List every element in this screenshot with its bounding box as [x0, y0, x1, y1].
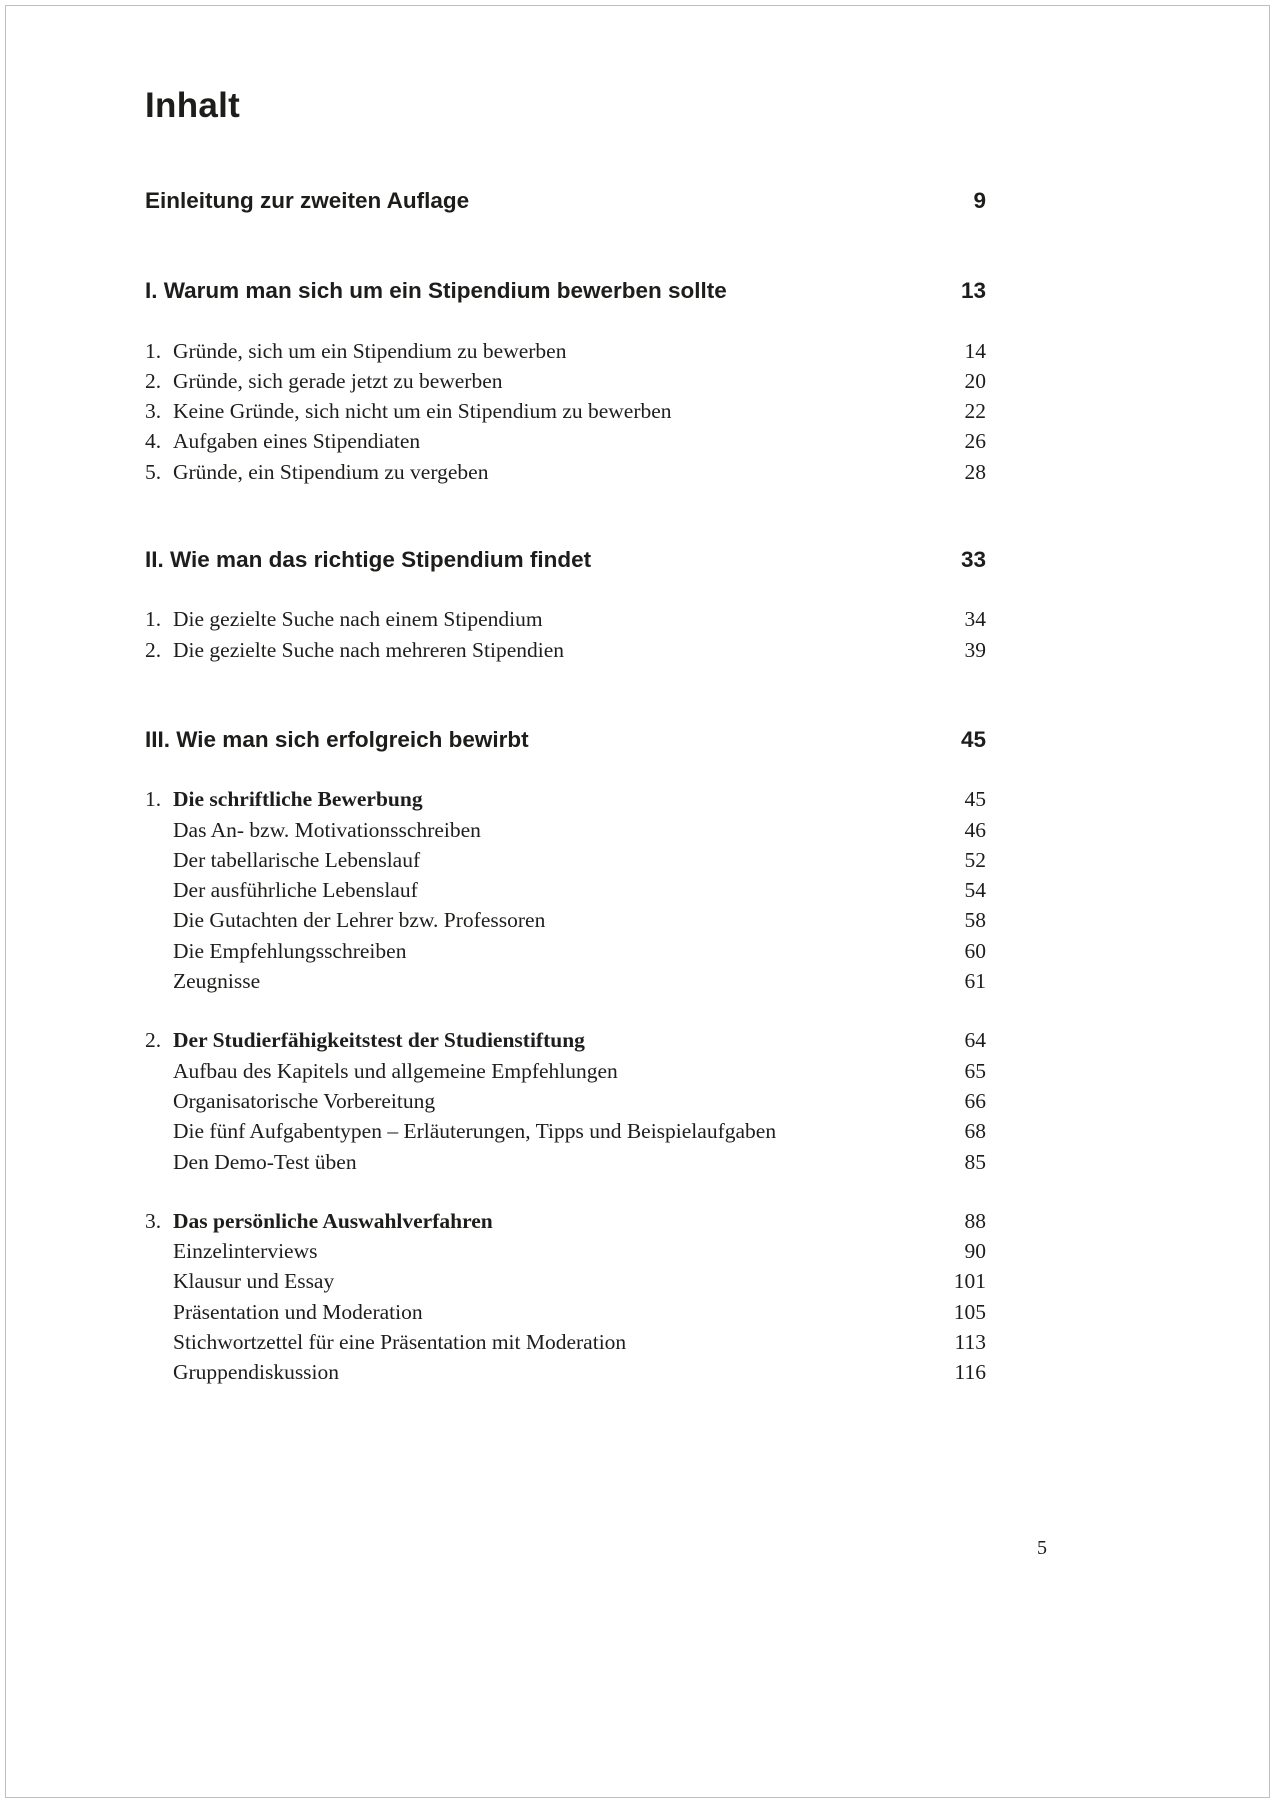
toc-subentry [145, 1266, 986, 1296]
toc-entry-label: Die schriftliche Bewerbung [173, 787, 423, 812]
toc-entry-page: 28 [964, 459, 986, 484]
section-heading-label: I. Warum man sich um ein Stipendium bewerben sollte [145, 278, 727, 304]
section-heading-page: 13 [960, 278, 986, 304]
toc-entry-number: 2. [145, 368, 162, 393]
toc-entry-label: Stichwortzettel für eine Präsentation mit Moderation [173, 1330, 627, 1355]
toc-entry-page: 34 [964, 607, 986, 632]
toc-entry-label: Die gezielte Suche nach einem Stipendium [173, 607, 543, 632]
section-heading-3 [145, 725, 986, 755]
toc-entry-label: Der ausführliche Lebenslauf [173, 878, 418, 903]
toc-entry-label: Aufbau des Kapitels und allgemeine Empfehlungen [173, 1058, 618, 1083]
toc-subentry [145, 1357, 986, 1387]
section-3-group-1 [145, 784, 986, 996]
toc-entry-page: 68 [964, 1119, 986, 1144]
toc-entry-number: 3. [145, 1208, 162, 1233]
toc-entry [145, 366, 986, 396]
toc-entry [145, 635, 986, 665]
toc-entry-page: 52 [964, 847, 986, 872]
toc-subentry [145, 875, 986, 905]
toc-entry-page: 116 [954, 1360, 986, 1385]
toc-entry-label: Präsentation und Moderation [173, 1299, 423, 1324]
toc-entry [145, 336, 986, 366]
toc-entry-label: Die Empfehlungsschreiben [173, 938, 407, 963]
section-heading-page: 33 [960, 547, 986, 573]
toc-entry-label: Gruppendiskussion [173, 1360, 340, 1385]
toc-entry-number: 5. [145, 459, 162, 484]
toc-entry-page: 101 [953, 1269, 986, 1294]
toc-entry-label: Gründe, sich um ein Stipendium zu bewerben [173, 338, 567, 363]
toc-entry-label: Klausur und Essay [173, 1269, 335, 1294]
toc-entry-group [145, 1025, 986, 1055]
toc-entry-page: 20 [964, 368, 986, 393]
toc-entry-page: 22 [964, 399, 986, 424]
toc-entry-label: Gründe, sich gerade jetzt zu bewerben [173, 368, 503, 393]
toc-entry-group [145, 1206, 986, 1236]
toc-entry-page: 85 [964, 1149, 986, 1174]
toc-entry-label: Das An- bzw. Motivationsschreiben [173, 817, 481, 842]
toc-subentry [145, 936, 986, 966]
section-heading-label: II. Wie man das richtige Stipendium findet [145, 547, 592, 573]
toc-entry-page: 45 [964, 787, 986, 812]
section-3-group-2 [145, 1025, 986, 1176]
toc-entry-label: Der tabellarische Lebenslauf [173, 847, 421, 872]
toc-entry-page: 26 [964, 429, 986, 454]
toc-subentry [145, 845, 986, 875]
toc-entry-page: 60 [964, 938, 986, 963]
toc-entry-label: Die Gutachten der Lehrer bzw. Professoren [173, 908, 546, 933]
toc-entry-page: 58 [964, 908, 986, 933]
toc-entry-number: 1. [145, 338, 162, 363]
toc-entry-page: 88 [964, 1208, 986, 1233]
toc-entry-label: Die fünf Aufgabentypen – Erläuterungen, Tipps und Beispielaufgaben [173, 1119, 777, 1144]
toc-entry-number: 2. [145, 1028, 162, 1053]
toc-subentry [145, 966, 986, 996]
toc-entry-page: 46 [964, 817, 986, 842]
toc-entry-page: 65 [964, 1058, 986, 1083]
toc-subentry [145, 1086, 986, 1116]
toc-entry-label: Einleitung zur zweiten Auflage [145, 188, 470, 213]
toc-subentry [145, 815, 986, 845]
section-3-group-3 [145, 1206, 986, 1388]
toc-content [145, 0, 986, 1388]
toc-entry-page: 61 [964, 969, 986, 994]
section-heading-label: III. Wie man sich erfolgreich bewirbt [145, 726, 529, 752]
section-1-items [145, 336, 986, 487]
toc-entry-label: Den Demo-Test üben [173, 1149, 357, 1174]
toc-entry-label: Die gezielte Suche nach mehreren Stipendien [173, 637, 565, 662]
toc-entry [145, 396, 986, 426]
toc-entry-number: 1. [145, 607, 162, 632]
toc-entry-intro [145, 186, 986, 216]
toc-entry-page: 54 [964, 878, 986, 903]
section-heading-2 [145, 545, 986, 575]
toc-entry-page: 105 [953, 1299, 986, 1324]
toc-entry-label: Einzelinterviews [173, 1239, 318, 1264]
toc-subentry [145, 1327, 986, 1357]
toc-entry [145, 426, 986, 456]
toc-entry-page: 90 [964, 1239, 986, 1264]
toc-entry-page: 64 [964, 1028, 986, 1053]
toc-entry-label: Gründe, ein Stipendium zu vergeben [173, 459, 489, 484]
toc-subentry [145, 1116, 986, 1146]
toc-entry-label: Keine Gründe, sich nicht um ein Stipendium zu bewerben [173, 399, 672, 424]
toc-entry-page: 66 [964, 1088, 986, 1113]
toc-entry-label: Zeugnisse [173, 969, 261, 994]
toc-entry-label: Das persönliche Auswahlverfahren [173, 1208, 493, 1233]
toc-entry-page: 113 [954, 1330, 986, 1355]
page-title: Inhalt [145, 86, 241, 125]
toc-entry-label: Organisatorische Vorbereitung [173, 1088, 436, 1113]
toc-entry-number: 4. [145, 429, 162, 454]
toc-subentry [145, 1297, 986, 1327]
toc-subentry [145, 905, 986, 935]
toc-entry-page: 9 [973, 188, 986, 213]
toc-entry [145, 457, 986, 487]
toc-entry-page: 39 [964, 637, 986, 662]
toc-entry-label: Der Studierfähigkeitstest der Studienstiftung [173, 1028, 585, 1053]
toc-subentry [145, 1236, 986, 1266]
toc-entry-number: 3. [145, 399, 162, 424]
page-number: 5 [1037, 1537, 1047, 1559]
toc-entry-page: 14 [964, 338, 986, 363]
toc-entry-label: Aufgaben eines Stipendiaten [173, 429, 421, 454]
toc-entry-number: 1. [145, 787, 162, 812]
toc-entry [145, 604, 986, 634]
section-2-items [145, 604, 986, 665]
toc-subentry [145, 1147, 986, 1177]
section-heading-1 [145, 276, 986, 306]
section-heading-page: 45 [960, 726, 986, 752]
toc-entry-group [145, 784, 986, 814]
toc-subentry [145, 1056, 986, 1086]
toc-entry-number: 2. [145, 637, 162, 662]
